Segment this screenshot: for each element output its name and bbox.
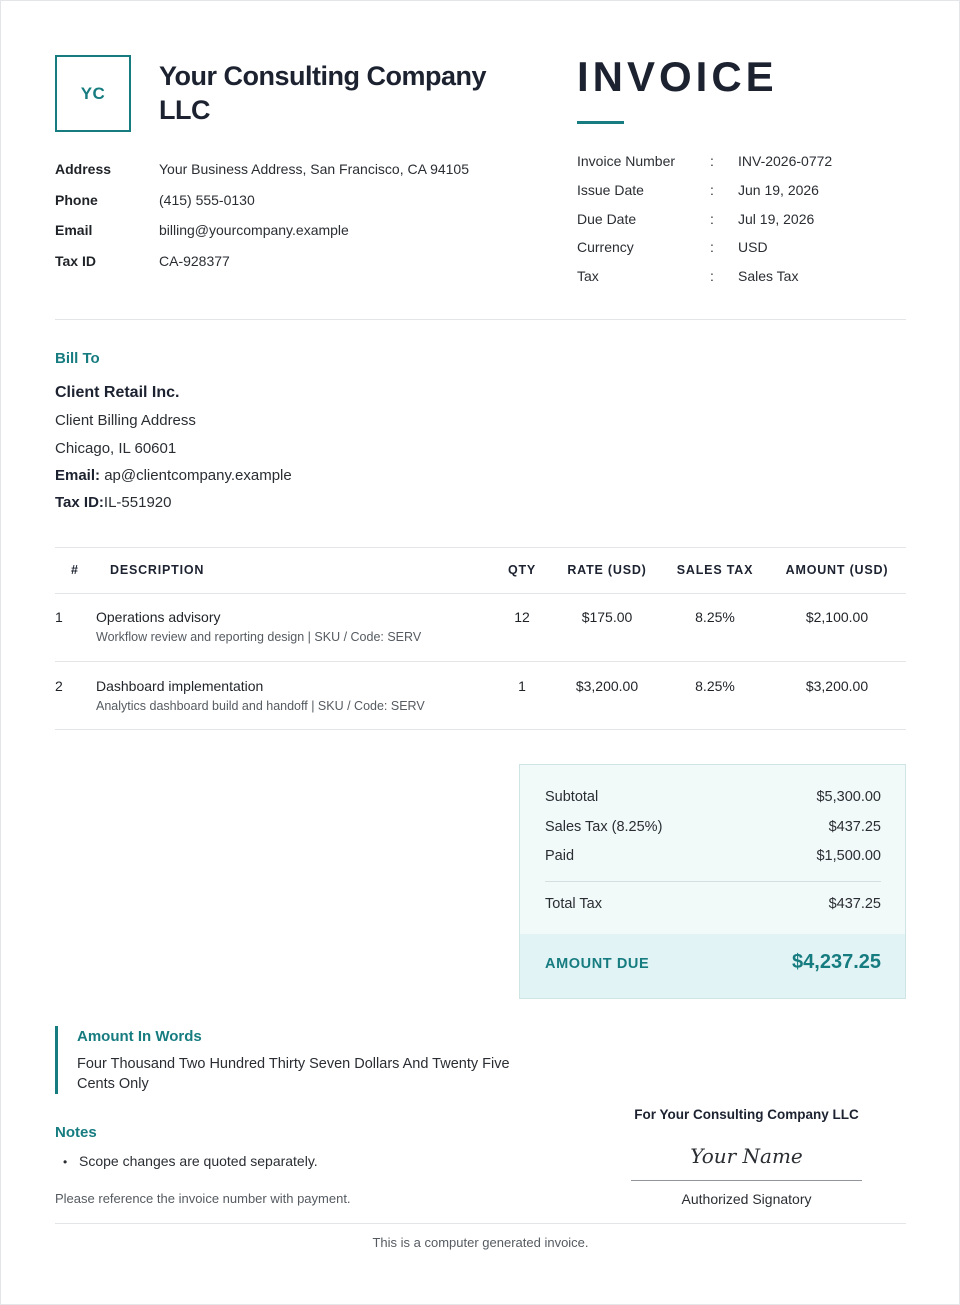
address-label: Address (55, 161, 112, 177)
item-subtitle: Analytics dashboard build and handoff | SKU / Code: SERV (96, 699, 425, 713)
item-title: Operations advisory (96, 609, 221, 625)
amount-due-value: $4,237.25 (792, 951, 881, 973)
subtotal-value: $5,300.00 (816, 789, 881, 805)
total-tax-value: $437.25 (828, 896, 881, 912)
invoice-number-value: INV-2026-0772 (738, 153, 833, 169)
client-email-label: Email: (55, 467, 101, 484)
meta-colon: : (710, 211, 714, 227)
amount-words-title: Amount In Words (77, 1028, 202, 1045)
email-value: billing@yourcompany.example (159, 222, 349, 238)
issue-date-value: Jun 19, 2026 (738, 182, 819, 198)
table-header-border (55, 593, 906, 594)
client-address-line1: Client Billing Address (55, 412, 196, 429)
tax-id-label: Tax ID (55, 253, 96, 269)
sales-tax-label: Sales Tax (8.25%) (545, 819, 663, 835)
sales-tax-value: $437.25 (828, 819, 881, 835)
amount-due-band (520, 934, 905, 998)
item-tax: 8.25% (695, 678, 735, 694)
client-tax-label: Tax ID: (55, 494, 104, 511)
item-amount: $2,100.00 (805, 609, 869, 625)
col-header-sales-tax: SALES TAX (676, 563, 754, 577)
bullet-icon: • (63, 1155, 68, 1169)
phone-value: (415) 555-0130 (159, 192, 255, 208)
table-bottom-border (55, 729, 906, 730)
due-date-label: Due Date (577, 211, 637, 227)
divider (55, 319, 906, 320)
address-value: Your Business Address, San Francisco, CA 94105 (159, 161, 469, 177)
signature-line (631, 1180, 862, 1181)
totals-box (519, 764, 906, 999)
amount-words-accent-bar (55, 1026, 58, 1094)
footer-text: This is a computer generated invoice. (372, 1235, 589, 1250)
item-title: Dashboard implementation (96, 678, 264, 694)
tax-id-value: CA-928377 (159, 253, 230, 269)
col-header-qty: QTY (507, 563, 537, 577)
bill-to-title: Bill To (55, 350, 100, 367)
logo-initials: YC (80, 83, 106, 103)
company-name: Your Consulting Company LLC (159, 61, 486, 125)
signature-name: Your Name (690, 1144, 803, 1168)
note-item: Scope changes are quoted separately. (79, 1153, 318, 1169)
meta-colon: : (710, 268, 714, 284)
meta-colon: : (710, 239, 714, 255)
item-qty: 12 (514, 609, 530, 625)
table-top-border (55, 547, 906, 548)
due-date-value: Jul 19, 2026 (738, 211, 815, 227)
title-accent-line (577, 121, 624, 124)
item-subtitle: Workflow review and reporting design | SKU / Code: SERV (96, 630, 422, 644)
item-qty: 1 (518, 678, 526, 694)
tax-type-value: Sales Tax (738, 268, 799, 284)
company-logo (55, 55, 131, 132)
total-tax-label: Total Tax (545, 896, 602, 912)
client-address-line2: Chicago, IL 60601 (55, 440, 177, 457)
totals-divider (545, 881, 881, 882)
client-tax-id (55, 494, 171, 511)
col-header-amount: AMOUNT (USD) (785, 563, 889, 577)
row-divider (55, 661, 906, 662)
amount-due-label: AMOUNT DUE (545, 956, 650, 972)
issue-date-label: Issue Date (577, 182, 644, 198)
row-number: 1 (55, 609, 63, 625)
currency-label: Currency (577, 239, 634, 255)
client-tax-value: IL-551920 (103, 494, 172, 511)
email-label: Email (55, 222, 93, 238)
amount-words-text: Four Thousand Two Hundred Thirty Seven Dollars And Twenty Five Cents Only (77, 1056, 510, 1092)
meta-colon: : (710, 153, 714, 169)
phone-label: Phone (55, 192, 98, 208)
tax-type-label: Tax (577, 268, 599, 284)
paid-label: Paid (545, 848, 575, 864)
currency-value: USD (738, 239, 768, 255)
paid-value: $1,500.00 (816, 848, 881, 864)
item-rate: $3,200.00 (575, 678, 639, 694)
col-header-rate: RATE (USD) (567, 563, 647, 577)
signature-for-label: For Your Consulting Company LLC (634, 1107, 859, 1122)
payment-reference-note: Please reference the invoice number with payment. (55, 1191, 351, 1206)
client-name: Client Retail Inc. (55, 384, 180, 401)
col-header-description: DESCRIPTION (110, 563, 205, 577)
client-email (55, 467, 292, 484)
subtotal-label: Subtotal (545, 789, 599, 805)
invoice-number-label: Invoice Number (577, 153, 676, 169)
footer-divider (55, 1223, 906, 1224)
signature-role: Authorized Signatory (681, 1191, 812, 1207)
item-amount: $3,200.00 (805, 678, 869, 694)
notes-title: Notes (55, 1124, 97, 1141)
item-tax: 8.25% (695, 609, 735, 625)
row-number: 2 (55, 678, 63, 694)
item-rate: $175.00 (581, 609, 633, 625)
client-email-value: ap@clientcompany.example (104, 467, 292, 484)
invoice-title: INVOICE (577, 53, 778, 100)
meta-colon: : (710, 182, 714, 198)
col-header-number: # (71, 563, 79, 577)
